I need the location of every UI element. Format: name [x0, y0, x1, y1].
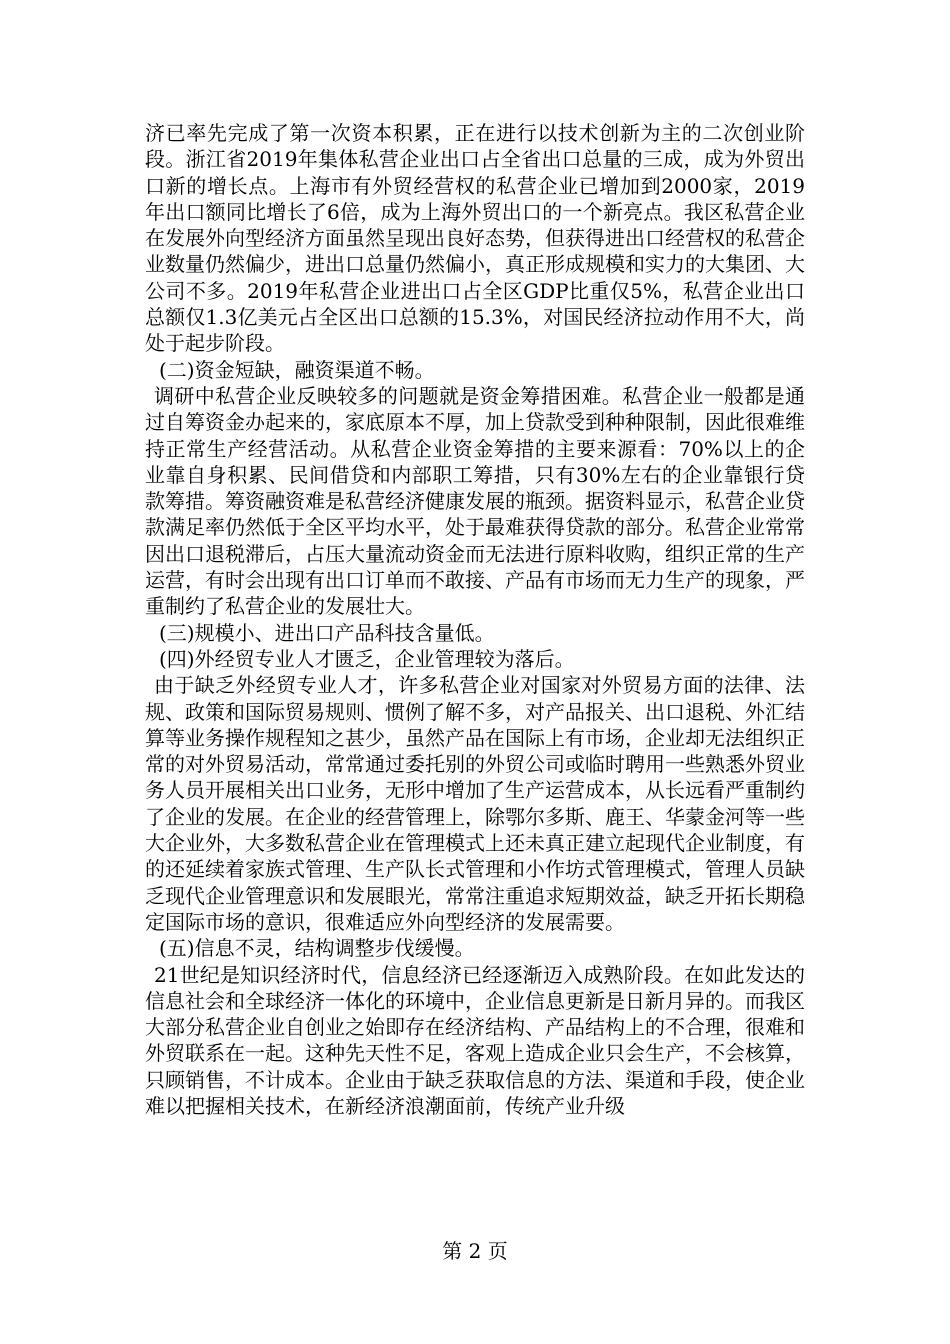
section-heading-scale: (三)规模小、进出口产品科技含量低。	[159, 620, 495, 645]
document-body	[145, 120, 805, 1119]
section-heading-information: (五)信息不灵，结构调整步伐缓慢。	[159, 936, 475, 961]
section-heading-talent: (四)外经贸专业人才匮乏，企业管理较为落后。	[159, 646, 575, 671]
paragraph-talent: 由于缺乏外经贸专业人才，许多私营企业对国家对外贸易方面的法律、法规、政策和国际贸易规则、惯例了解不多，对产品报关、出口退税、外汇结算等业务操作规程知之甚少，虽然产品在国际上有市场，企业却无法组织正常的对外贸易活动，常常通过委托别的外贸公司或临时聘用一些熟悉外贸业务人员开展相关出口业务，无形中增加了生产运营成本，从长远看严重制约了企业的发展。在企业的经营管理上，除鄂尔多斯、鹿王、华蒙金河等一些大企业外，大多数私营企业在管理模式上还未真正建立起现代企业制度，有的还延续着家族式管理、生产队长式管理和小作坊式管理模式，管理人员缺乏现代企业管理意识和发展眼光，常常注重追求短期效益，缺乏开拓长期稳定国际市场的意识，很难适应外向型经济的发展需要。	[145, 673, 805, 934]
page-number: 第 2 页	[442, 1239, 508, 1263]
paragraph-continued-intro: 济已率先完成了第一次资本积累，正在进行以技术创新为主的二次创业阶段。浙江省2019年集体私营企业出口占全省出口总量的三成，成为外贸出口新的增长点。上海市有外贸经营权的私营企业已增加到2000家，2019年出口额同比增长了6倍，成为上海外贸出口的一个新亮点。我区私营企业在发展外向型经济方面虽然呈现出良好态势，但获得进出口经营权的私营企业数量仍然偏少，进出口总量仍然偏小，真正形成规模和实力的大集团、大公司不多。2019年私营企业进出口占全区GDP比重仅5%，私营企业出口总额仅1.3亿美元占全区出口总额的15.3%，对国民经济拉动作用不大，尚处于起步阶段。	[145, 121, 805, 356]
paragraph-information: 21世纪是知识经济时代，信息经济已经逐渐迈入成熟阶段。在如此发达的信息社会和全球经济一体化的环境中，企业信息更新是日新月异的。而我区大部分私营企业自创业之始即存在经济结构、产品结构上的不合理，很难和外贸联系在一起。这种先天性不足，客观上造成企业只会生产，不会核算，只顾销售，不计成本。企业由于缺乏获取信息的方法、渠道和手段，使企业难以把握相关技术，在新经济浪潮面前，传统产业升级	[145, 962, 805, 1118]
paragraph-funding: 调研中私营企业反映较多的问题就是资金筹措困难。私营企业一般都是通过自筹资金办起来的，家底原本不厚，加上贷款受到种种限制，因此很难维持正常生产经营活动。从私营企业资金筹措的主要来源看：70%以上的企业靠自身积累、民间借贷和内部职工筹措，只有30%左右的企业靠银行贷款筹措。筹资融资难是私营经济健康发展的瓶颈。据资料显示，私营企业贷款满足率仍然低于全区平均水平，处于最难获得贷款的部分。私营企业常常因出口退税滞后，占压大量流动资金而无法进行原料收购，组织正常的生产运营，有时会出现有出口订单而不敢接、产品有市场而无力生产的现象，严重制约了私营企业的发展壮大。	[145, 383, 805, 619]
section-heading-funding: (二)资金短缺，融资渠道不畅。	[159, 357, 435, 382]
